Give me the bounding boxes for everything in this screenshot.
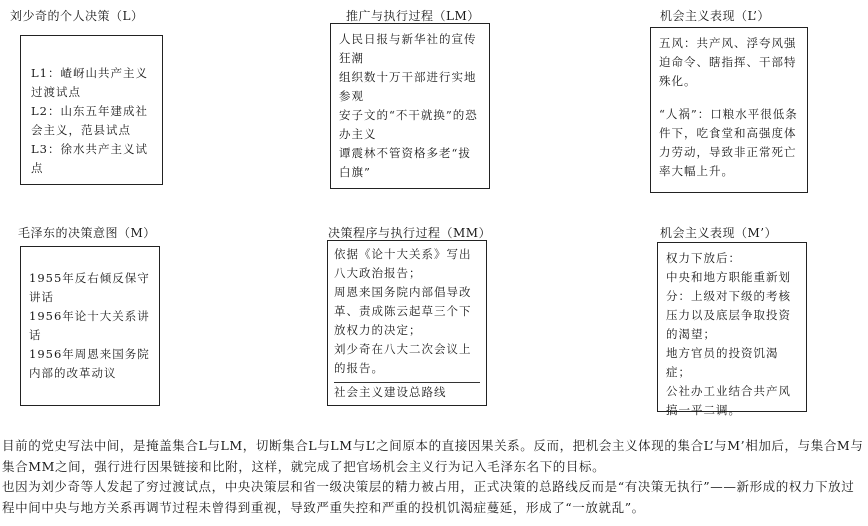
box-M-line-1: 1955年反右倾反保守讲话 [29, 271, 150, 304]
box-M-prime-line-3: 地方官员的投资饥渴症； [666, 346, 779, 379]
box-M-prime-line-2: 中央和地方职能重新划分：上级对下级的考核压力以及底层争取投资的渴望； [666, 270, 791, 341]
box-MM [327, 240, 487, 406]
box-M-prime [657, 242, 807, 417]
title-MM: 决策程序与执行过程（MM） [328, 226, 492, 240]
box-L-line-3: L3：徐水共产主义试点 [31, 142, 148, 175]
box-L-prime [650, 27, 808, 193]
box-L-line-1: L1：嵖岈山共产主义过渡试点 [31, 66, 148, 99]
box-LM [330, 23, 490, 189]
box-M [20, 246, 160, 406]
box-M-prime-line-1: 权力下放后： [666, 251, 741, 265]
box-LM-line-4: 谭震林不管资格多老“拔白旗” [339, 146, 471, 179]
box-L [20, 35, 163, 185]
box-M-line-2: 1956年论十大关系讲话 [29, 309, 150, 342]
box-M-line-3: 1956年周恩来国务院内部的改革动议 [29, 347, 150, 380]
box-L-line-2: L2：山东五年建成社会主义，范县试点 [31, 104, 148, 137]
title-L-prime: 机会主义表现（L’） [660, 9, 770, 23]
box-MM-line-2: 周恩来国务院内部倡导改革、责成陈云起草三个下放权力的决定； [334, 285, 472, 337]
paragraph-1: 目前的党史写法中间，是掩盖集合L与LM，切断集合L与LM与L’之间原本的直接因果关系。反而，把机会主义体现的集合L’与M’相加后，与集合M与集合MM之间，强行进行因果链接和比附，这样，就完成了把官场机会主义行为记入毛泽东名下的目标。 [2, 438, 864, 474]
box-LM-line-1: 人民日报与新华社的宣传狂潮 [339, 32, 477, 65]
explanation-paragraph [2, 436, 866, 518]
title-M-prime: 机会主义表现（M’） [660, 226, 778, 240]
box-MM-line-1: 依据《论十大关系》写出八大政治报告； [334, 247, 472, 280]
title-M: 毛泽东的决策意图（M） [18, 226, 156, 240]
box-MM-footer: 社会主义建设总路线 [334, 385, 447, 399]
box-L-prime-line-1: 五风：共产风、浮夸风强迫命令、瞎指挥、干部特殊化。 [659, 36, 797, 88]
title-L: 刘少奇的个人决策（L） [10, 9, 144, 23]
box-MM-line-3: 刘少奇在八大二次会议上的报告。 [334, 342, 472, 375]
box-M-prime-line-4: 公社办工业结合共产风搞一平二调。 [666, 384, 791, 417]
title-LM: 推广与执行过程（LM） [346, 9, 480, 23]
box-L-prime-line-2: “人祸”：口粮水平很低条件下，吃食堂和高强度体力劳动，导致非正常死亡率大幅上升。 [659, 107, 798, 178]
paragraph-2: 也因为刘少奇等人发起了穷过渡试点，中央决策层和省一级决策层的精力被占用，正式决策的总路线反而是“有决策无执行”——新形成的权力下放过程中间中央与地方关系再调节过程未曾得到重视，导致严重失控和严重的投机饥渴症蔓延，形成了“一放就乱”。 [2, 479, 855, 515]
box-LM-line-3: 安子文的“不干就换”的恐办主义 [339, 108, 478, 141]
box-LM-line-2: 组织数十万干部进行实地参观 [339, 70, 477, 103]
